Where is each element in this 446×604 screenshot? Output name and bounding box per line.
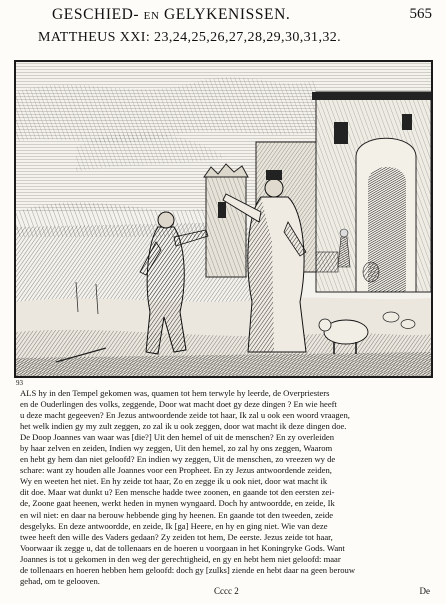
printer-signature: Cccc 2 <box>214 586 239 596</box>
text-line: en hebt gy hem dan niet geloofd? En indien wy zeggen, Uit de menschen, zo vreezen wy de <box>20 454 336 465</box>
text-line: u deze macht gegeeven? En Jezus antwoordende zeide tot haar, Ik zal u ook een woord vraagen, <box>20 410 350 421</box>
text-line: en de Ouderlingen des volks, zeggende, Door wat macht doet gy deze dingen ? En wie heeft <box>20 399 337 410</box>
text-line: twee heeft den wille des Vaders gedaan? Zy zeiden tot hem, De eerste. Jezus zeide tot haar, <box>20 531 333 542</box>
catchword: De <box>419 586 430 596</box>
text-line: Wy en weeten het niet. En hy zeide tot haar, Zo en zegge ik u ook niet, door wat macht ik <box>20 476 328 487</box>
text-line: het welk indien gy my zult zeggen, zo zal ik u ook zeggen, door wat macht ik deze dingen doe. <box>20 421 347 432</box>
running-head <box>0 6 446 24</box>
ruined-tower <box>204 164 248 277</box>
text-line: desgelyks. En deze antwoordde, en zeide, Ik [ga] Heere, en hy en ging niet. Wie van deze <box>20 520 328 531</box>
text-line: de, Zoone gaat heenen, werkt heden in mynen wyngaard. Doch hy antwoordde, en zeide, Ik <box>20 498 335 509</box>
text-line: by haar zelven en zeiden, Indien wy zeggen, Uit den hemel, zo zal hy ons zeggen, Waarom <box>20 443 333 454</box>
text-line: en wil niet: en daar na berouw hebbende ging hy heenen. En gaande tot den tweeden, zeide <box>20 509 334 520</box>
body-text <box>20 388 430 587</box>
text-line: Voorwaar ik zegge u, dat de tollenaars en de hoeren u voorgaan in het Koningryke Gods. Want <box>20 542 345 553</box>
text-line: Joannes is tot u gekomen in den weg der gerechtigheid, en gy en hebt hem niet geloofd: maar <box>20 553 341 564</box>
text-line: de tollenaars en hoeren hebben hem geloofd: doch gy [zulks] ziende en hebt daar na geen berouw <box>20 564 356 575</box>
text-line: dit doe. Maar wat dunkt u? Een mensche hadde twee zoonen, en gaande tot den eersten zei- <box>20 487 335 498</box>
chapter-reference: MATTHEUS XXI: 23,24,25,26,27,28,29,30,31,32. <box>38 30 342 45</box>
running-title: GESCHIED- en GELYKENISSEN. <box>52 6 291 23</box>
text-line: De Doop Joannes van waar was [die?] Uit den hemel of uit de menschen? En zy overleiden <box>20 432 335 443</box>
text-line: gehad, om te gelooven. <box>20 575 100 586</box>
plate-number: 93 <box>16 379 23 387</box>
text-line: ALS hy in den Tempel gekomen was, quamen tot hem terwyle hy leerde, de Overpriesters <box>20 388 330 398</box>
text-line: schare: want zy houden alle Joannes voor een Propheet. En zy Jezus antwoordende zeiden, <box>20 465 332 476</box>
engraving-illustration <box>14 60 433 378</box>
engraving-artwork <box>16 62 431 376</box>
page-number: 565 <box>409 6 432 22</box>
